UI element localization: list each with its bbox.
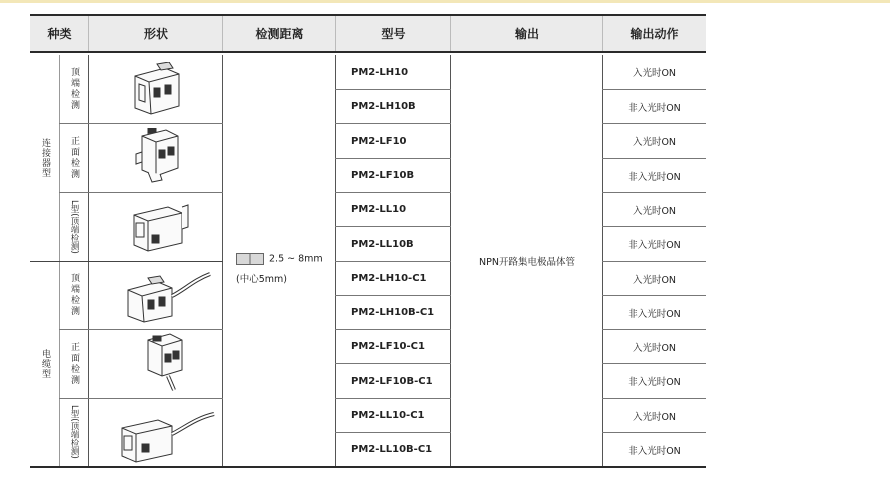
sensor-connector-front-icon: [128, 128, 188, 188]
action-cell: 非入光时ON: [628, 240, 681, 251]
table-bottom-rule: [30, 466, 706, 468]
action-cell: 非入光时ON: [628, 445, 681, 457]
output-type: NPN开路集电极晶体管: [479, 257, 575, 268]
model-cell: PM2-LF10B: [351, 170, 415, 181]
sub-label: [59, 192, 88, 261]
action-cell: 入光时ON: [632, 137, 677, 148]
sensor-cable-front-icon: [138, 332, 198, 394]
model-cell: PM2-LF10-C1: [351, 341, 425, 352]
model-cell: PM2-LL10B: [351, 238, 414, 250]
action-cell: 非入光时ON: [628, 171, 681, 183]
sub-label-text: L型(顶端检测): [69, 199, 79, 254]
detection-distance-center: (中心5mm): [236, 274, 287, 285]
group-label-connector: [30, 55, 59, 261]
sub-label: [59, 55, 88, 123]
model-cell: PM2-LH10B-C1: [351, 307, 435, 318]
header-type: 种类: [30, 14, 89, 53]
header-divider: [335, 16, 336, 51]
sensor-connector-top-icon: [125, 62, 189, 118]
model-cell: PM2-LF10B-C1: [351, 375, 433, 387]
model-cell: PM2-LH10-C1: [351, 273, 427, 284]
group-label-cable: [30, 261, 59, 466]
model-cell: PM2-LL10-C1: [351, 410, 425, 421]
sensor-cable-l-icon: [118, 400, 218, 464]
action-cell: 入光时ON: [632, 342, 677, 354]
action-cell: 入光时ON: [632, 411, 677, 423]
sub-label: [59, 329, 88, 398]
sub-label-text: 顶端检测: [69, 67, 79, 111]
action-cell: 非入光时ON: [628, 102, 681, 114]
model-cell: PM2-LL10: [351, 204, 407, 215]
header-divider: [88, 16, 89, 51]
sub-label-text: L型(顶端检测): [69, 405, 79, 459]
detection-distance-range: [236, 253, 323, 265]
action-cell: 非入光时ON: [628, 308, 681, 320]
sub-label: [59, 261, 88, 329]
header-shape: 形状: [89, 14, 223, 53]
header-divider: [450, 16, 451, 51]
sensor-connector-l-icon: [128, 197, 192, 255]
header-divider: [222, 16, 223, 51]
model-cell: PM2-LH10: [351, 66, 409, 78]
header-output: 输出: [451, 14, 603, 53]
sub-label-text: 顶端检测: [69, 273, 79, 317]
action-cell: 非入光时ON: [628, 377, 681, 388]
sub-label: [59, 123, 88, 192]
header-model: 型号: [336, 14, 451, 53]
sensor-cable-top-icon: [118, 266, 216, 324]
group-label-text: 连接器型: [40, 138, 50, 178]
action-cell: 入光时ON: [632, 205, 677, 217]
action-cell: 入光时ON: [632, 68, 677, 79]
model-cell: PM2-LF10: [351, 135, 407, 147]
distance-scale-icon: [236, 253, 264, 265]
sub-label-text: 正面检测: [69, 135, 79, 180]
header-distance: 检测距离: [223, 14, 336, 53]
group-label-text: 电缆型: [40, 348, 50, 379]
top-accent-line: [0, 0, 890, 3]
header-divider: [602, 16, 603, 51]
sub-label-text: 正面检测: [69, 341, 79, 386]
header-action: 输出动作: [603, 14, 706, 53]
product-spec-table: [30, 14, 706, 467]
action-cell: 入光时ON: [632, 274, 677, 286]
distance-range-text: 2.5 ~ 8mm: [269, 253, 323, 265]
model-cell: PM2-LH10B: [351, 101, 416, 112]
model-cell: PM2-LL10B-C1: [351, 444, 433, 455]
sub-label: [59, 398, 88, 466]
